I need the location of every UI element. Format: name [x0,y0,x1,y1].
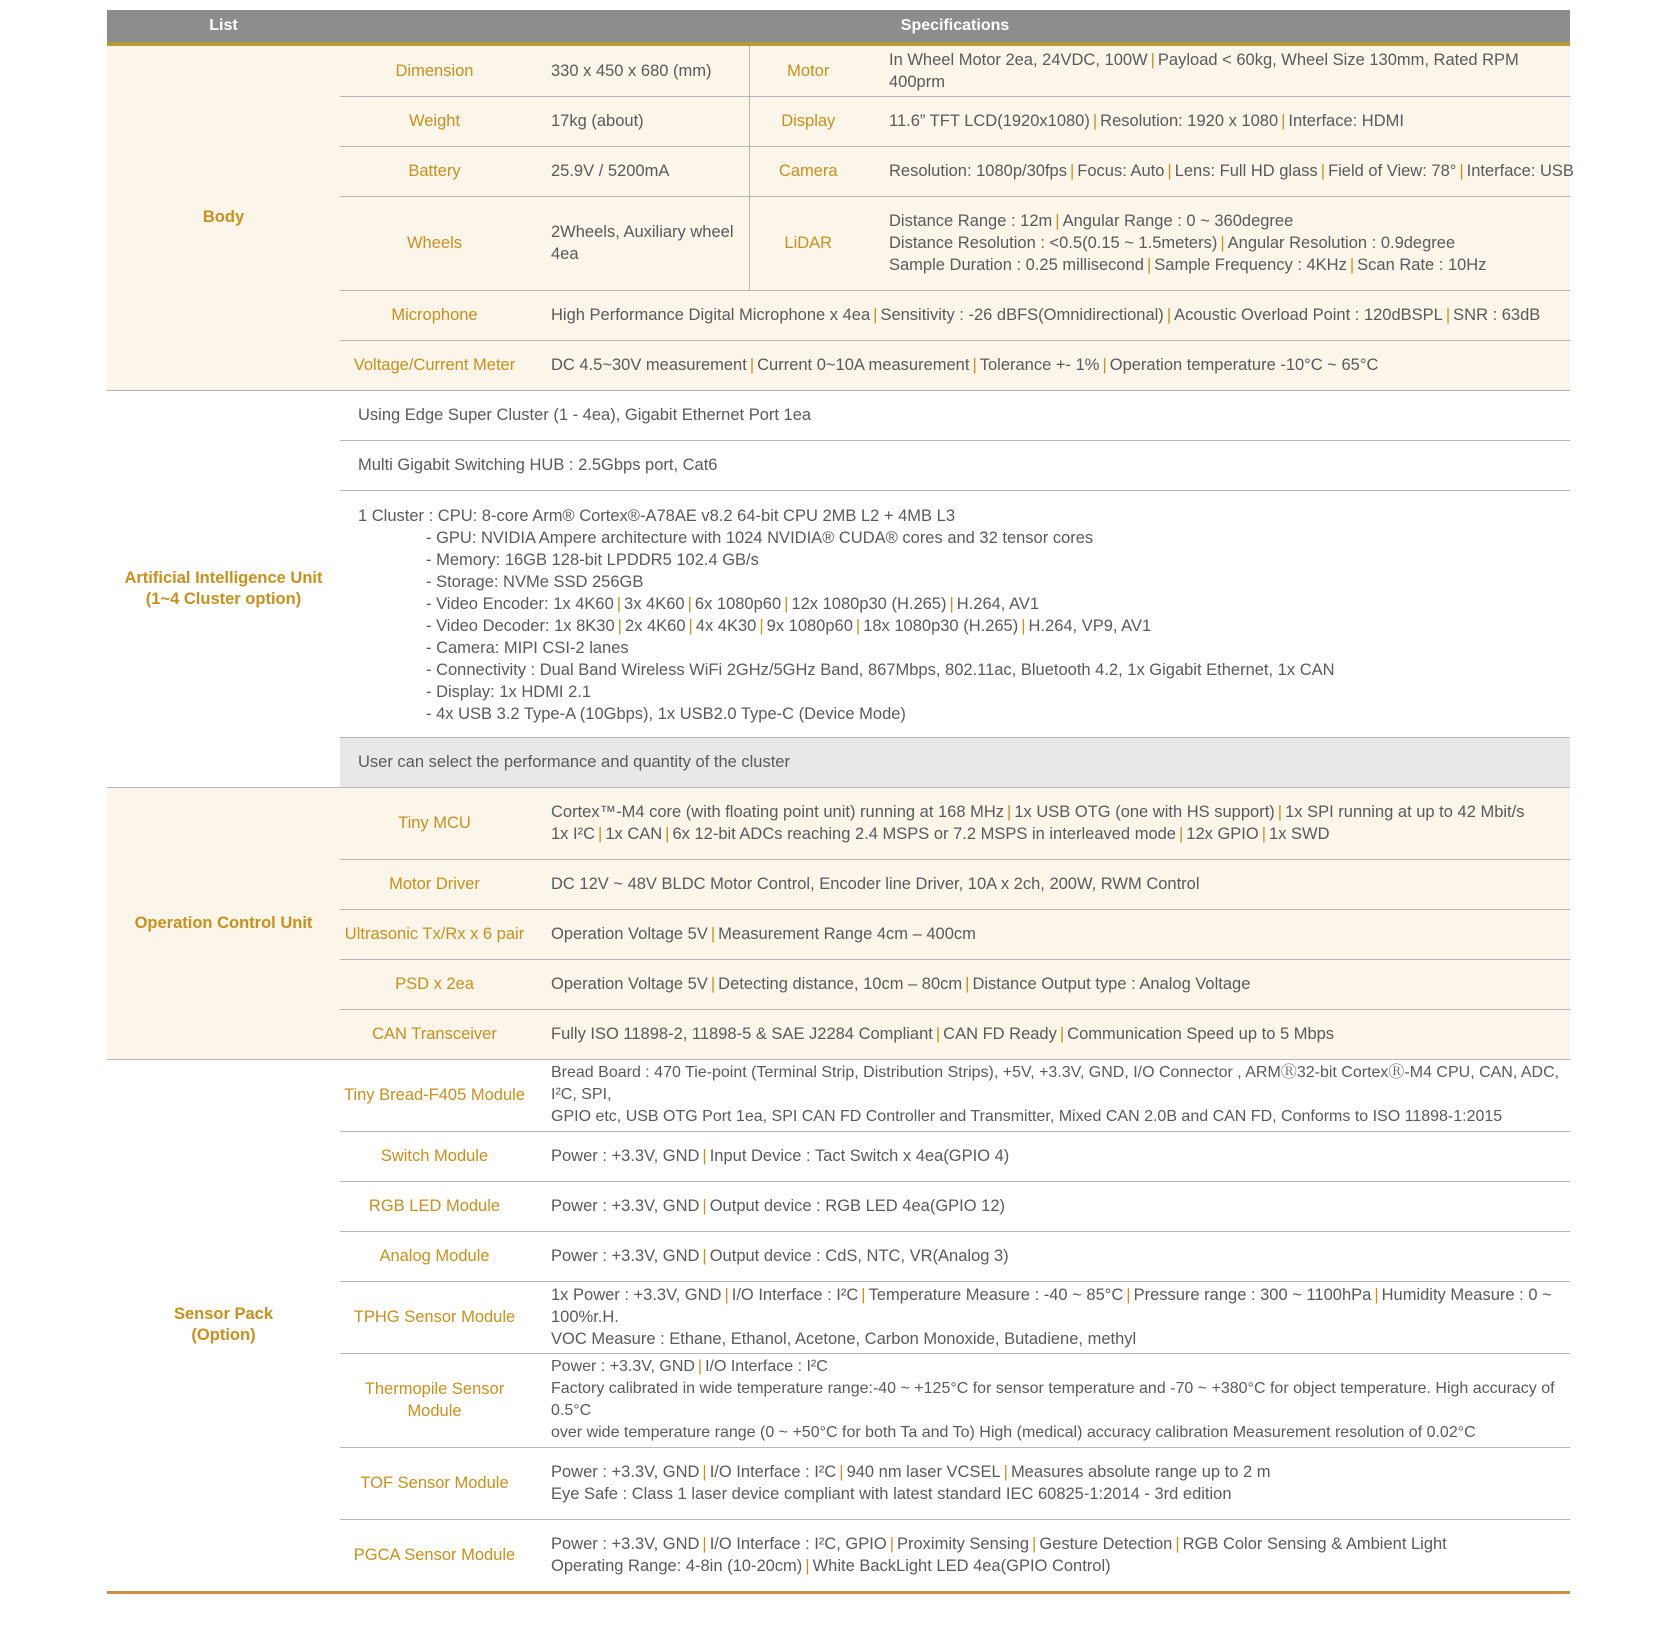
separator-bar: | [687,594,692,613]
spec-value: Power : +3.3V, GND | I/O Interface : I²C | 940 nm laser VCSEL | Measures absolute range up to 2 m Eye Safe : Class 1 laser device compliant with latest standard IEC 60825-1:2014 - 3rd edition [529,1447,1570,1519]
spec-label: Display [749,96,867,146]
separator-bar: | [1320,162,1326,180]
spec-value: Power : +3.3V, GND | Input Device : Tact Switch x 4ea(GPIO 4) [529,1131,1570,1181]
table-bottom-border [107,1591,1570,1594]
separator-bar: | [965,975,970,993]
spec-value: DC 12V ~ 48V BLDC Motor Control, Encoder line Driver, 10A x 2ch, 200W, RWM Control [529,859,1570,909]
separator-bar: | [1069,162,1075,180]
spec-value: Using Edge Super Cluster (1 - 4ea), Gigabit Ethernet Port 1ea [340,390,1570,440]
separator-bar: | [1349,256,1355,274]
separator-bar: | [873,306,878,324]
separator-bar: | [702,1147,707,1165]
category-ai: Artificial Intelligence Unit (1~4 Cluster option) [107,390,340,787]
separator-bar: | [759,616,764,635]
category-body: Body [107,46,340,390]
spec-table [107,10,1574,1594]
spec-label: Analog Module [340,1231,529,1281]
cluster-spec: 1 Cluster : CPU: 8-core Arm® Cortex®-A78AE v8.2 64-bit CPU 2MB L2 + 4MB L3 - GPU: NVIDIA Ampere architecture with 1024 NVIDIA® CUDA® cores and 32 tensor cores - Memory: 16GB 128-bit LPDDR5 102.4 GB/s - Storage: NVMe SSD 256GB - Video Encoder: 1x 4K60 | 3x 4K60 | 6x 1080p60 | 12x 1080p30 (H.265) | H.264, AV1 - Video Decoder: 1x 8K30 | 2x 4K60 | 4x 4K30 | 9x 1080p60 | 18x 1080p30 (H.265) | H.264, VP9, AV1 - Camera: MIPI CSI-2 lanes - Connectivity : Dual Band Wireless WiFi 2GHz/5GHz Band, 867Mbps, 802.11ac, Bluetooth 4.2, 1x Gigabit Ethernet, 1x CAN - Display: 1x HDMI 2.1 - 4x USB 3.2 Type-A (10Gbps), 1x USB2.0 Type-C (Device Mode) [340,490,1570,737]
separator-bar: | [1007,803,1012,821]
separator-bar: | [1092,112,1098,130]
separator-bar: | [805,1557,810,1576]
spec-value: Power : +3.3V, GND | I/O Interface : I²C, GPIO | Proximity Sensing | Gesture Detection | RGB Color Sensing & Ambient Light Operating Range: 4-8in (10-20cm) | White BackLight LED 4ea(GPIO Control) [529,1519,1570,1591]
separator-bar: | [598,825,603,843]
separator-bar: | [724,1286,729,1304]
spec-value: DC 4.5~30V measurement | Current 0~10A measurement | Tolerance +- 1% | Operation temperature -10°C ~ 65°C [529,340,1570,390]
separator-bar: | [1459,162,1464,180]
separator-bar: | [861,1286,866,1304]
separator-bar: | [1150,50,1155,69]
cluster-note: User can select the performance and quantity of the cluster [340,737,1570,787]
spec-value: In Wheel Motor 2ea, 24VDC, 100W | Payload < 60kg, Wheel Size 130mm, Rated RPM 400prm [867,46,1570,96]
spec-value: Distance Range : 12m | Angular Range : 0 ~ 360degree Distance Resolution : <0.5(0.15 ~ 1.5meters) | Angular Resolution : 0.9degree Sample Duration : 0.25 millisecond | Sample Frequency : 4KHz | Scan Rate : 10Hz [867,196,1570,290]
separator-bar: | [1102,356,1107,374]
separator-bar: | [665,825,670,843]
separator-bar: | [1178,825,1184,843]
spec-value: 25.9V / 5200mA [529,146,749,196]
header-specifications: Specifications [340,10,1570,42]
spec-label: PSD x 2ea [340,959,529,1009]
table-row [107,390,1570,440]
separator-bar: | [1003,1463,1008,1481]
spec-label: Microphone [340,290,529,340]
spec-value: Resolution: 1080p/30fps | Focus: Auto | Lens: Full HD glass | Field of View: 78° | Interface: USB [867,146,1570,196]
spec-label: Voltage/Current Meter [340,340,529,390]
separator-bar: | [1146,256,1152,274]
spec-value: 330 x 450 x 680 (mm) [529,46,749,96]
separator-bar: | [1281,112,1286,130]
spec-value: Operation Voltage 5V | Measurement Range 4cm – 400cm [529,909,1570,959]
separator-bar: | [702,1535,707,1554]
separator-bar: | [702,1197,707,1215]
spec-value: Power : +3.3V, GND | Output device : RGB LED 4ea(GPIO 12) [529,1181,1570,1231]
separator-bar: | [1175,1535,1180,1554]
table-row [107,46,1570,96]
separator-bar: | [972,356,977,374]
spec-value: 1x Power : +3.3V, GND | I/O Interface : I²C | Temperature Measure : -40 ~ 85°C | Pressure range : 300 ~ 1100hPa | Humidity Measure : 0 ~ 100%r.H. VOC Measure : Ethane, Ethanol, Acetone, Carbon Monoxide, Butadiene, methyl [529,1281,1570,1353]
category-ocu: Operation Control Unit [107,787,340,1059]
spec-label: Tiny Bread-F405 Module [340,1059,529,1131]
separator-bar: | [1220,234,1225,252]
spec-label: TOF Sensor Module [340,1447,529,1519]
table-row [107,1059,1570,1131]
separator-bar: | [839,1463,844,1481]
spec-label: Battery [340,146,529,196]
separator-bar: | [784,594,789,613]
spec-label: RGB LED Module [340,1181,529,1231]
separator-bar: | [710,925,716,943]
spec-value: High Performance Digital Microphone x 4ea | Sensitivity : -26 dBFS(Omnidirectional) | Acoustic Overload Point : 120dBSPL | SNR : 63dB [529,290,1570,340]
spec-label: Camera [749,146,867,196]
spec-table-container [107,10,1574,1594]
separator-bar: | [889,1535,894,1554]
table-row [107,787,1570,859]
separator-bar: | [1374,1286,1379,1304]
spec-label: Ultrasonic Tx/Rx x 6 pair [340,909,529,959]
spec-label: Weight [340,96,529,146]
separator-bar: | [710,975,716,993]
separator-bar: | [616,594,622,613]
separator-bar: | [1032,1535,1037,1554]
separator-bar: | [697,1358,703,1375]
table-header [107,10,1570,42]
spec-value: Bread Board : 470 Tie-point (Terminal Strip, Distribution Strips), +5V, +3.3V, GND, I/O Connector , ARMⓇ32-bit CortexⓇ-M4 CPU, CAN, ADC, I²C, SPI, GPIO etc, USB OTG Port 1ea, SPI CAN FD Controller and Transmitter, Mixed CAN 2.0B and CAN FD, Conforms to ISO 11898-1:2015 [529,1059,1570,1131]
spec-value: Multi Gigabit Switching HUB : 2.5Gbps port, Cat6 [340,440,1570,490]
separator-bar: | [855,616,861,635]
spec-value: Fully ISO 11898-2, 11898-5 & SAE J2284 Compliant | CAN FD Ready | Communication Speed up to 5 Mbps [529,1009,1570,1059]
separator-bar: | [688,616,693,635]
spec-label: Motor Driver [340,859,529,909]
spec-label: CAN Transceiver [340,1009,529,1059]
separator-bar: | [949,594,954,613]
separator-bar: | [1261,825,1267,843]
spec-label: PGCA Sensor Module [340,1519,529,1591]
spec-label: Switch Module [340,1131,529,1181]
separator-bar: | [1166,306,1172,324]
separator-bar: | [702,1463,707,1481]
header-list: List [107,10,340,42]
spec-value: Operation Voltage 5V | Detecting distance, 10cm – 80cm | Distance Output type : Analog Voltage [529,959,1570,1009]
spec-label: Dimension [340,46,529,96]
separator-bar: | [935,1025,941,1043]
separator-bar: | [749,356,755,374]
spec-value: Power : +3.3V, GND | Output device : CdS, NTC, VR(Analog 3) [529,1231,1570,1281]
spec-value: Power : +3.3V, GND | I/O Interface : I²C Factory calibrated in wide temperature range:-40 ~ +125°C for sensor temperature and -70 ~ +380°C for object temperature. High accuracy of 0.5°C over wide temperature range (0 ~ +50°C for both Ta and To) High (medical) accuracy calibration Measurement resolution of 0.02°C [529,1353,1570,1447]
separator-bar: | [1055,212,1060,230]
spec-label: TPHG Sensor Module [340,1281,529,1353]
category-sensor-pack: Sensor Pack (Option) [107,1059,340,1591]
separator-bar: | [617,616,622,635]
separator-bar: | [1167,162,1172,180]
spec-label: Wheels [340,196,529,290]
separator-bar: | [1445,306,1451,324]
separator-bar: | [1277,803,1283,821]
spec-value: 2Wheels, Auxiliary wheel 4ea [529,196,749,290]
spec-value: 17kg (about) [529,96,749,146]
spec-label: Tiny MCU [340,787,529,859]
spec-label: LiDAR [749,196,867,290]
separator-bar: | [1021,616,1026,635]
spec-label: Thermopile Sensor Module [340,1353,529,1447]
separator-bar: | [1126,1286,1131,1304]
separator-bar: | [1059,1025,1065,1043]
spec-label: Motor [749,46,867,96]
spec-value: 11.6” TFT LCD(1920x1080) | Resolution: 1920 x 1080 | Interface: HDMI [867,96,1570,146]
separator-bar: | [702,1247,707,1265]
spec-value: Cortex™-M4 core (with floating point unit) running at 168 MHz | 1x USB OTG (one with HS support) | 1x SPI running at up to 42 Mbit/s 1x I²C | 1x CAN | 6x 12-bit ADCs reaching 2.4 MSPS or 7.2 MSPS in interleaved mode | 12x GPIO | 1x SWD [529,787,1570,859]
